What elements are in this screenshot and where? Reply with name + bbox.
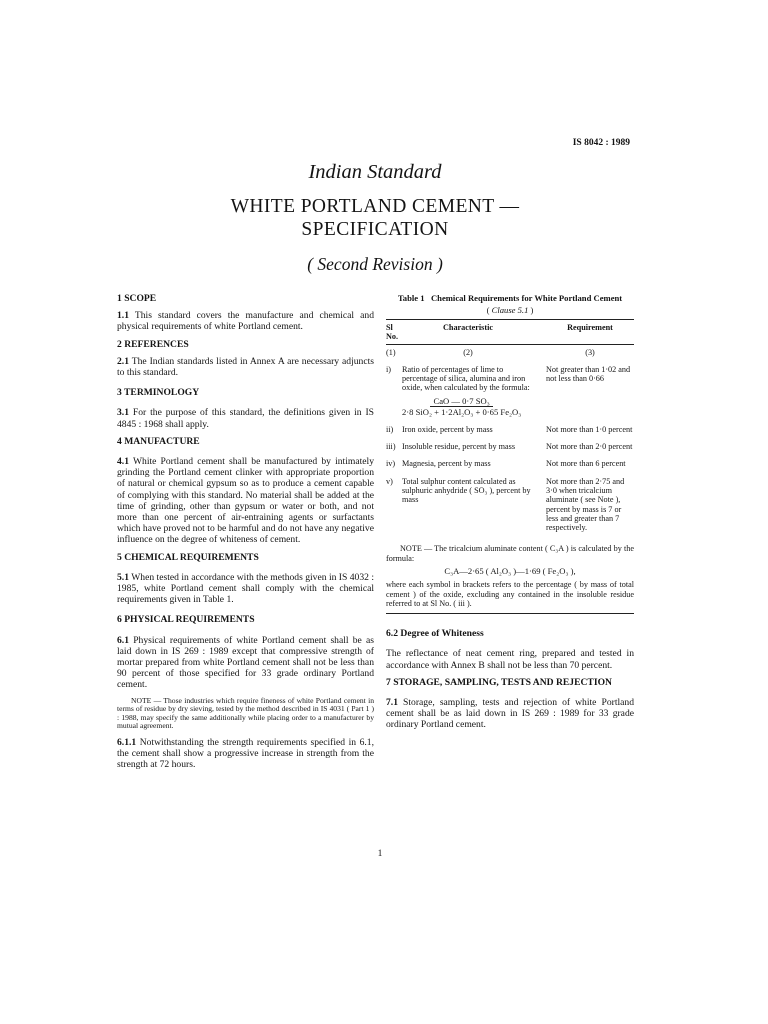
table-formula-row — [386, 393, 634, 417]
section-heading-scope: 1 SCOPE — [117, 293, 157, 304]
document-title-line-2: SPECIFICATION — [301, 219, 449, 240]
clause-6-1: 6.1 Physical requirements of white Portland cement shall be as laid down in IS 269 : 1989 except that compressive strength of mortar prepared from white Portland cement shall not be less than 90 percent of those specified for 33 grade ordinary Portland cement. — [117, 634, 374, 691]
ratio-formula-denominator: 2·8 SiO₂ + 1·2Al₂O₃ + 0·65 Fe₂O₃ — [402, 406, 522, 417]
clause-4-1: 4.1 White Portland cement shall be manufactured by intimately grinding the Portland cement clinker with appropriate proportion of natural or chemical gypsum so as to produce a cement capable of complying with this standard. No material shall be added at the time of grinding, other than gypsum or water or both, and not more than one percent of air-entraining agents or surfactants which have proved not to be harmful and do not have any negative influence on the degree of whiteness of cement. — [117, 456, 374, 546]
table-clause-ref: ( Clause 5.1 ) — [486, 305, 534, 315]
table-row: v) Total sulphur content calculated as sulphuric anhydride ( SO₃ ), percent by mass Not more than 2·75 and 3·0 when tricalcium aluminate ( see Note ), percent by mass is 7 or less and greater than 7 respectively. — [386, 476, 625, 533]
table-row: iii) Insoluble residue, percent by mass Not more than 2·0 percent — [386, 442, 633, 452]
clause-6-2: The reflectance of neat cement ring, prepared and tested in accordance with Annex B shall not be less than 70 percent. — [386, 648, 634, 671]
clause-2-1: 2.1 The Indian standards listed in Annex A are necessary adjuncts to this standard. — [117, 355, 374, 379]
table-header-row — [386, 323, 634, 342]
table-row: i) Ratio of percentages of lime to percentage of silica, alumina and iron oxide, when calculated by the formula: Not greater than 1·02 and not less than 0·66 — [386, 364, 631, 393]
right-column — [386, 293, 634, 731]
section-heading-physical-requirements: 6 PHYSICAL REQUIREMENTS — [117, 614, 255, 626]
clause-6-1-1: 6.1.1 Notwithstanding the strength requirements specified in 6.1, the cement shall show a progressive increase in strength from the strength at 72 hours. — [117, 737, 374, 771]
left-column — [117, 293, 374, 771]
header-sl-no: Sl No. — [386, 323, 399, 342]
section-heading-references: 2 REFERENCES — [117, 338, 189, 350]
table-top-rule — [386, 319, 634, 320]
table-note-tail: where each symbol in brackets refers to the percentage ( by mass of total cement ) of the oxide, excluding any contained in the insoluble residue referred to at Sl No. ( iii ). — [386, 580, 634, 608]
document-title-line-1: WHITE PORTLAND CEMENT — — [230, 196, 520, 217]
chemical-requirements-table — [386, 323, 634, 532]
clause-3-1: 3.1 For the purpose of this standard, the definitions given in IS 4845 : 1968 shall apply. — [117, 407, 374, 430]
header-characteristic: Characteristic — [442, 323, 493, 332]
section-heading-manufacture: 4 MANUFACTURE — [117, 435, 200, 447]
clause-7-1: 7.1 Storage, sampling, tests and rejection of white Portland cement shall be as laid down in IS 269 : 1989 for 33 grade ordinary Portland cement. — [386, 696, 634, 731]
header-requirement: Requirement — [567, 323, 613, 332]
tricalcium-aluminate-formula: C₃A—2·65 ( Al₂O₃ )—1·69 ( Fe₂O₃ ), — [444, 566, 576, 577]
table-column-numbers: (1) (2) (3) — [386, 347, 595, 357]
title-block — [160, 159, 590, 275]
standard-number: IS 8042 : 1989 — [572, 138, 630, 148]
clause-1-1: 1.1 This standard covers the manufacture and chemical and physical requirements of white Portland cement. — [117, 310, 374, 333]
clause-5-1: 5.1 When tested in accordance with the methods given in IS 4032 : 1985, white Portland cement shall comply with the chemical requirements given in Table 1. — [117, 571, 374, 606]
table-row: iv) Magnesia, percent by mass Not more than 6 percent — [386, 459, 626, 469]
ratio-formula-numerator: CaO — 0·7 SO₃ — [430, 396, 492, 407]
revision-label: ( Second Revision ) — [307, 254, 443, 274]
section-heading-terminology: 3 TERMINOLOGY — [117, 387, 200, 399]
organization-title: Indian Standard — [308, 161, 442, 183]
section-heading-storage-sampling: 7 STORAGE, SAMPLING, TESTS AND REJECTION — [386, 676, 612, 688]
table-note-intro: NOTE — The tricalcium aluminate content ( C₃A ) is calculated by the formula: — [386, 544, 634, 563]
section-heading-degree-of-whiteness: 6.2 Degree of Whiteness — [386, 628, 484, 640]
table-row: ii) Iron oxide, percent by mass Not more than 1·0 percent — [386, 424, 633, 434]
table-header-rule — [386, 344, 634, 345]
physical-requirements-note: NOTE — Those industries which require fineness of white Portland cement in terms of residue by dry sieving, tested by the method described in IS 4031 ( Part 1 ) : 1988, may specify the same additionally while placing order to a manufacturer by mutual agreement. — [117, 695, 374, 731]
page-number: 1 — [377, 849, 383, 859]
table-caption: Table 1 Chemical Requirements for White Portland Cement — [397, 293, 623, 303]
section-heading-chemical-requirements: 5 CHEMICAL REQUIREMENTS — [117, 551, 259, 563]
